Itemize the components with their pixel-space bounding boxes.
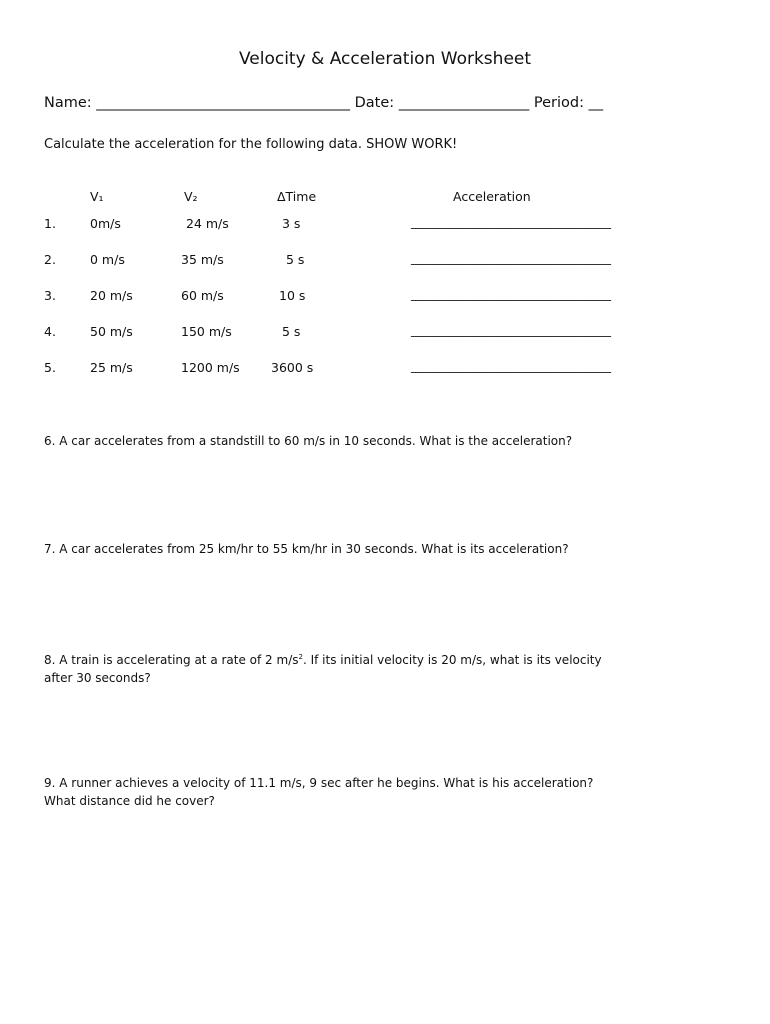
row-v1: 25 m/s	[90, 360, 133, 375]
header-time: ΔTime	[277, 189, 317, 204]
row-v2: 1200 m/s	[181, 360, 240, 375]
answer-line: ________________________________	[411, 322, 611, 337]
question-8	[44, 648, 602, 687]
instructions: Calculate the acceleration for the following data. SHOW WORK!	[44, 137, 458, 152]
row-number: 2.	[44, 252, 56, 267]
row-v1: 0m/s	[90, 216, 121, 231]
row-time: 3600 s	[271, 360, 314, 375]
question-6: 6. A car accelerates from a standstill to 60 m/s in 10 seconds. What is the acceleration?	[44, 434, 573, 448]
row-v2: 35 m/s	[181, 252, 224, 267]
worksheet-title: Velocity & Acceleration Worksheet	[238, 49, 532, 69]
row-number: 4.	[44, 324, 56, 339]
name-date-period-line: Name: ___________________________________ Date: __________________ Period: __	[44, 95, 604, 111]
row-number: 1.	[44, 216, 56, 231]
question-9-line-1: 9. A runner achieves a velocity of 11.1 m/s, 9 sec after he begins. What is his acceleration?	[44, 776, 594, 790]
row-v2: 150 m/s	[181, 324, 232, 339]
question-9-line-2: What distance did he cover?	[44, 794, 215, 808]
answer-line: ________________________________	[411, 358, 611, 373]
question-8-line-2: after 30 seconds?	[44, 671, 151, 685]
question-8-text-b: . If its initial velocity is 20 m/s, what is its velocity	[302, 653, 602, 667]
row-v1: 50 m/s	[90, 324, 133, 339]
answer-line: ________________________________	[411, 250, 611, 265]
header-v1: V₁	[90, 189, 104, 204]
row-time: 10 s	[279, 288, 306, 303]
question-8-exponent: 2	[298, 653, 303, 661]
row-time: 5 s	[282, 324, 301, 339]
answer-line: ________________________________	[411, 214, 611, 229]
header-v2: V₂	[184, 189, 198, 204]
question-8-text-a: 8. A train is accelerating at a rate of 2 m/s	[44, 653, 299, 667]
row-time: 5 s	[286, 252, 305, 267]
row-v1: 0 m/s	[90, 252, 125, 267]
row-number: 5.	[44, 360, 56, 375]
question-7: 7. A car accelerates from 25 km/hr to 55 km/hr in 30 seconds. What is its acceleration?	[44, 542, 569, 556]
row-v2: 24 m/s	[186, 216, 229, 231]
row-number: 3.	[44, 288, 56, 303]
row-v1: 20 m/s	[90, 288, 133, 303]
row-time: 3 s	[282, 216, 301, 231]
header-acceleration: Acceleration	[453, 189, 531, 204]
answer-line: ________________________________	[411, 286, 611, 301]
question-9	[44, 774, 593, 810]
row-v2: 60 m/s	[181, 288, 224, 303]
